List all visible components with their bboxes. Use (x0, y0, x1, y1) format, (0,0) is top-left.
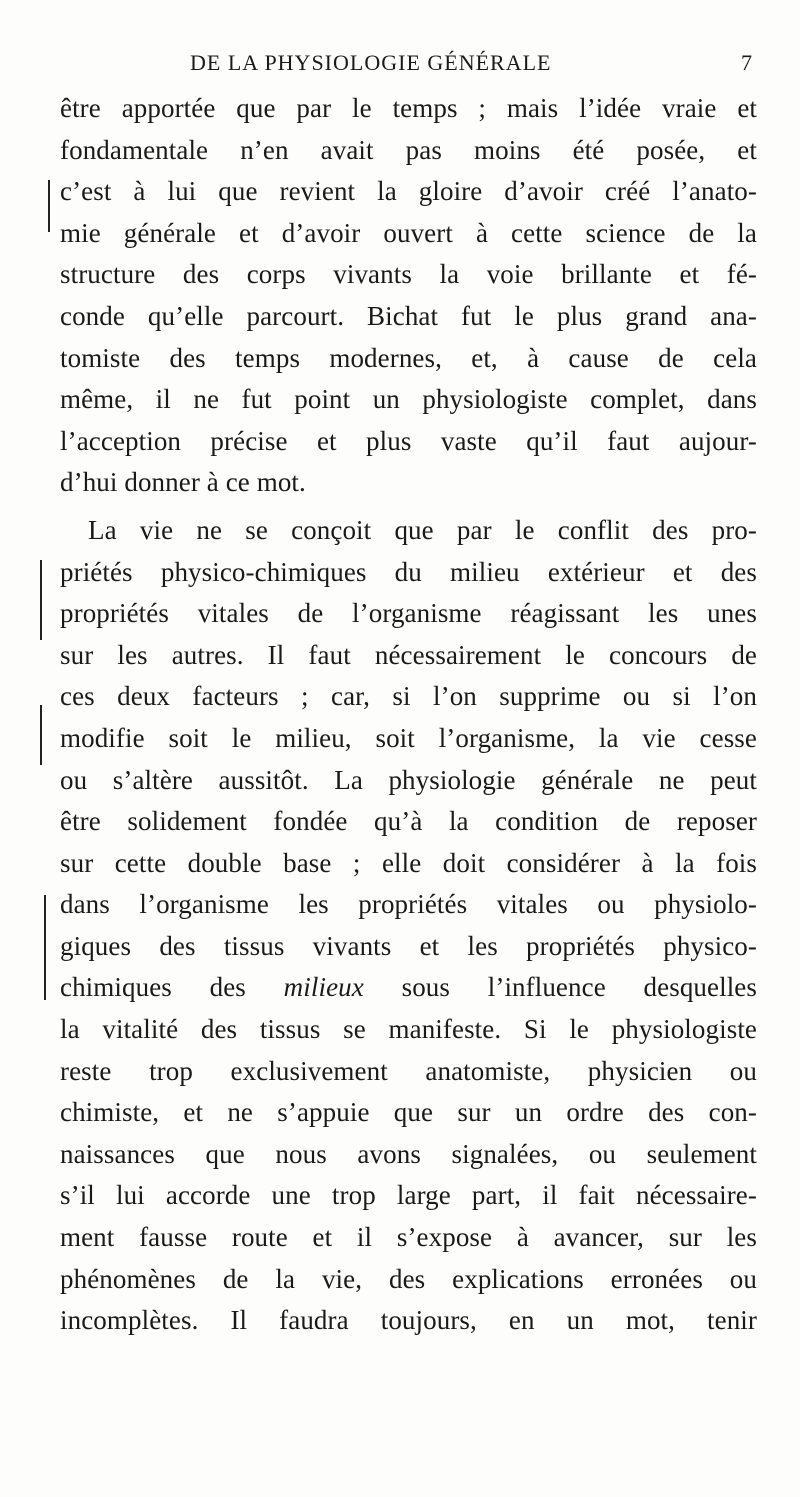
margin-mark-4 (44, 895, 46, 1000)
text-line: dans l’organisme les propriétés vitales ou physiolo- (60, 889, 757, 920)
text-line: giques des tissus vivants et les propriétés physico- (60, 930, 757, 961)
text-line: phénomènes de la vie, des explications erronées ou (60, 1263, 757, 1294)
text-line: s’il lui accorde une trop large part, il fait nécessaire- (60, 1180, 757, 1211)
text-line: tomiste des temps modernes, et, à cause de cela (60, 342, 757, 373)
paragraph-2 (60, 510, 757, 1342)
text-line: modifie soit le milieu, soit l’organisme, la vie cesse (60, 722, 757, 753)
text-line: incomplètes. Il faudra toujours, en un mot, tenir (60, 1305, 757, 1336)
running-head (60, 50, 760, 80)
margin-mark-3 (40, 705, 42, 765)
text-line: être solidement fondée qu’à la condition de reposer (60, 806, 757, 837)
text-line: c’est à lui que revient la gloire d’avoir créé l’anato- (60, 176, 757, 207)
text-line: fondamentale n’en avait pas moins été posée, et (60, 134, 757, 165)
text-line: être apportée que par le temps ; mais l’idée vraie et (60, 93, 757, 123)
text-line: ment fausse route et il s’expose à avancer, sur les (60, 1222, 757, 1253)
text-line: propriétés vitales de l’organisme réagissant les unes (60, 598, 757, 629)
italic-word-milieux: milieux (283, 972, 364, 1003)
text-line-milieux (60, 967, 757, 1009)
text-segment: sous l’influence desquelles (363, 972, 757, 1003)
page-number: 7 (741, 50, 752, 75)
paragraph-1 (60, 88, 757, 504)
text-segment: chimiques des (60, 972, 284, 1003)
text-line: d’hui donner à ce mot. (60, 467, 306, 498)
text-line: mie générale et d’avoir ouvert à cette science de la (60, 217, 757, 248)
text-line: même, il ne fut point un physiologiste complet, dans (60, 384, 757, 415)
text-line: l’acception précise et plus vaste qu’il faut aujour- (60, 425, 757, 456)
text-line: la vitalité des tissus se manifeste. Si le physiologiste (60, 1014, 757, 1045)
text-line: priétés physico-chimiques du milieu extérieur et des (60, 556, 757, 587)
text-line: structure des corps vivants la voie brillante et fé- (60, 259, 757, 290)
text-line: conde qu’elle parcourt. Bichat fut le plus grand ana- (60, 300, 757, 331)
text-line: reste trop exclusivement anatomiste, physicien ou (60, 1055, 757, 1086)
running-title: DE LA PHYSIOLOGIE GÉNÉRALE (190, 50, 552, 75)
margin-mark-2 (40, 560, 42, 640)
text-line: ou s’altère aussitôt. La physiologie générale ne peut (60, 764, 757, 795)
text-line: sur les autres. Il faut nécessairement le concours de (60, 639, 757, 670)
text-line: chimiste, et ne s’appuie que sur un ordre des con- (60, 1097, 757, 1128)
text-line: ces deux facteurs ; car, si l’on supprime ou si l’on (60, 681, 757, 712)
body-text (60, 88, 757, 1342)
text-line: La vie ne se conçoit que par le conflit des pro- (88, 514, 757, 545)
margin-mark-1 (48, 180, 50, 232)
text-line: naissances que nous avons signalées, ou seulement (60, 1138, 757, 1169)
text-line: sur cette double base ; elle doit considérer à la fois (60, 847, 757, 878)
